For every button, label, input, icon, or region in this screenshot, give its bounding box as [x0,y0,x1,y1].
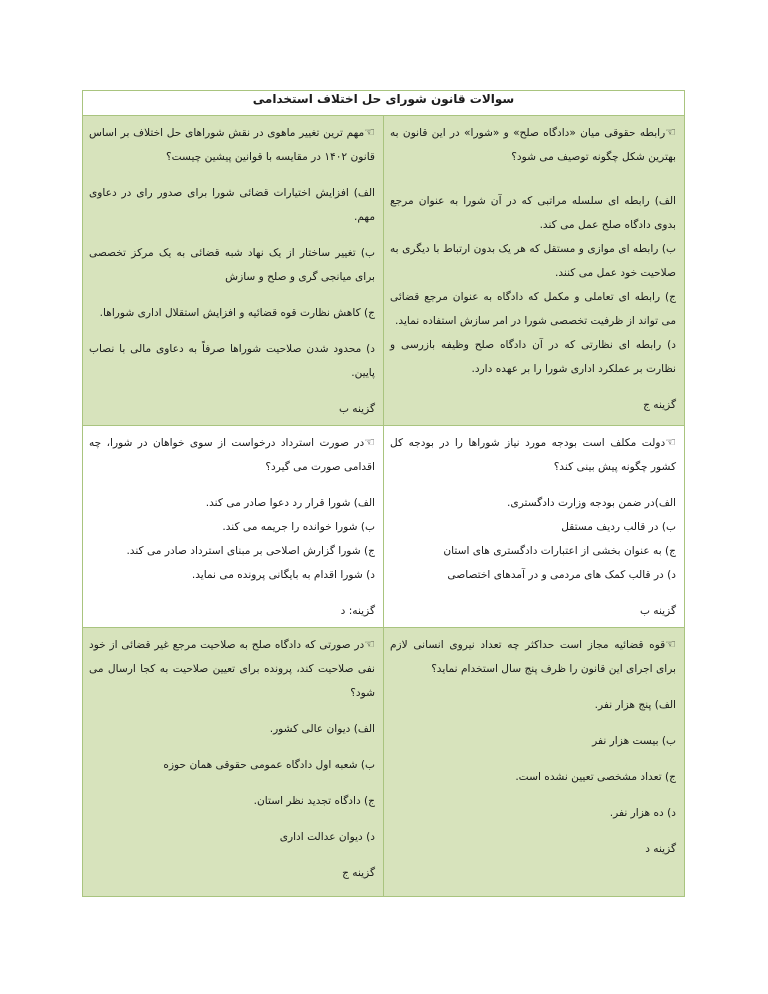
option-b: ب) شورا خوانده را جریمه می کند. [222,521,375,533]
pointing-hand-icon: ☜ [364,637,375,651]
option-a: الف) شورا قرار رد دعوا صادر می کند. [205,497,375,509]
table-title: سوالات قانون شورای حل اختلاف استخدامی [82,91,684,116]
option-a: الف) پنج هزار نفر. [594,699,676,711]
option-c: ج) تعداد مشخصی تعیین نشده است. [515,771,676,783]
option-d: د) رابطه ای نظارتی که در آن دادگاه صلح وظیفه بازرسی و نظارت بر عملکرد اداری شورا را بر عهده دارد. [390,339,676,375]
option-d: د) محدود شدن صلاحیت شوراها صرفاً به دعاوی مالی با نصاب پایین. [88,343,375,379]
option-c: ج) کاهش نظارت قوه قضائیه و افزایش استقلال اداری شوراها. [99,307,375,319]
question-cell-2 [82,116,383,426]
option-b: ب) بیست هزار نفر [592,735,676,747]
option-a: الف)در ضمن بودجه وزارت دادگستری. [507,497,676,509]
answer-label: گزینه ب [639,605,676,617]
option-c: ج) رابطه ای تعاملی و مکمل که دادگاه به عنوان مرجع قضائی می تواند از ظرفیت تخصصی شورا در امر سازش استفاده نماید. [390,291,676,327]
option-a: الف) افزایش اختیارات قضائی شورا برای صدور رای در دعاوی مهم. [88,187,375,223]
answer-label: گزینه د [645,843,676,855]
option-c: ج) دادگاه تجدید نظر استان. [253,795,375,807]
question-text: در صورتی که دادگاه صلح به صلاحیت مرجع غیر قضائی از خود نفی صلاحیت کند، پرونده برای تعیین صلاحیت به کجا ارسال می شود؟ [88,639,375,699]
option-d: د) ده هزار نفر. [609,807,676,819]
answer-label: گزینه ج [342,867,375,879]
option-b: ب) رابطه ای موازی و مستقل که هر یک بدون ارتباط با دیگری به صلاحیت خود عمل می کنند. [390,243,676,279]
question-cell-6 [82,628,383,897]
question-text: دولت مکلف است بودجه مورد نیاز شوراها را در بودجه کل کشور چگونه پیش بینی کند؟ [390,437,676,473]
question-text: مهم ترین تغییر ماهوی در نقش شوراهای حل اختلاف بر اساس قانون ۱۴۰۲ در مقایسه با قوانین پیشین چیست؟ [88,127,375,163]
question-text: قوه قضائیه مجاز است حداکثر چه تعداد نیروی انسانی لازم برای اجرای این قانون را ظرف پنج سال استخدام نماید؟ [390,639,676,675]
answer-label: گزینه: د [340,605,375,617]
questions-table [82,90,685,897]
option-b: ب) در قالب ردیف مستقل [561,521,676,533]
pointing-hand-icon: ☜ [364,125,375,139]
pointing-hand-icon: ☜ [364,435,375,449]
question-sheet [83,90,685,897]
option-a: الف) رابطه ای سلسله مراتبی که در آن شورا به عنوان مرجع بدوی دادگاه صلح عمل می کند. [390,195,676,231]
question-cell-1 [384,116,685,426]
question-text: در صورت استرداد درخواست از سوی خواهان در شورا، چه اقدامی صورت می گیرد؟ [88,437,375,473]
option-b: ب) شعبه اول دادگاه عمومی حقوقی همان حوزه [163,759,375,771]
pointing-hand-icon: ☜ [665,435,676,449]
option-c: ج) به عنوان بخشی از اعتبارات دادگستری های استان [443,545,676,557]
option-c: ج) شورا گزارش اصلاحی بر مبنای استرداد صادر می کند. [126,545,375,557]
pointing-hand-icon: ☜ [665,125,676,139]
answer-label: گزینه ج [643,399,676,411]
pointing-hand-icon: ☜ [665,637,676,651]
answer-label: گزینه ب [338,403,375,415]
option-d: د) در قالب کمک های مردمی و در آمدهای اختصاصی [447,569,676,581]
question-cell-3 [384,426,685,628]
option-d: د) دیوان عدالت اداری [279,831,375,843]
option-d: د) شورا اقدام به بایگانی پرونده می نماید. [191,569,375,581]
question-cell-4 [82,426,383,628]
option-a: الف) دیوان عالی کشور. [269,723,375,735]
question-cell-5 [384,628,685,897]
option-b: ب) تغییر ساختار از یک نهاد شبه قضائی به یک مرکز تخصصی برای میانجی گری و صلح و سازش [88,247,375,283]
question-text: رابطه حقوقی میان «دادگاه صلح» و «شورا» در این قانون به بهترین شکل چگونه توصیف می شود؟ [390,127,676,163]
